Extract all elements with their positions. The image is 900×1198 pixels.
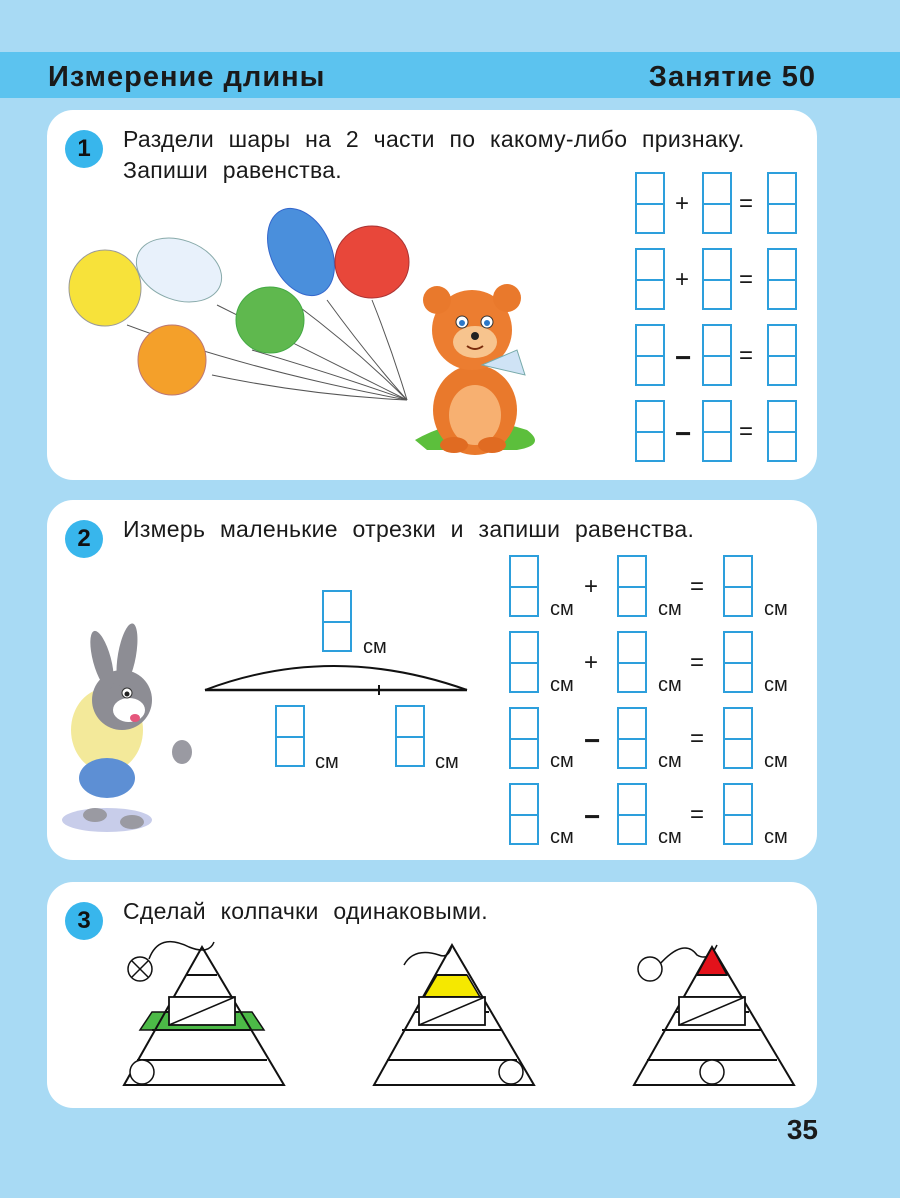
- task-2-card: [47, 500, 817, 860]
- answer-box-total[interactable]: [322, 590, 352, 652]
- answer-box[interactable]: [702, 324, 732, 386]
- unit-label: см: [550, 674, 574, 696]
- task-1-text: Раздели шары на 2 части по какому-либо признаку. Запиши равенства.: [123, 126, 745, 183]
- answer-box[interactable]: [617, 631, 647, 693]
- answer-box[interactable]: [723, 555, 753, 617]
- operator-sign: −: [675, 418, 692, 449]
- lesson-label: Занятие 50: [648, 61, 816, 93]
- unit-label: см: [550, 826, 574, 848]
- task-3-text: Сделай колпачки одинаковыми.: [123, 898, 488, 924]
- operator-sign: +: [675, 266, 690, 293]
- section-title: Измерение длины: [48, 61, 326, 93]
- operator-sign: +: [675, 190, 690, 217]
- unit-label: см: [658, 826, 682, 848]
- operator-sign: +: [584, 649, 599, 676]
- equals-sign: =: [690, 725, 705, 752]
- unit-label: см: [435, 751, 459, 773]
- unit-label: см: [764, 598, 788, 620]
- answer-box-segment-1[interactable]: [275, 705, 305, 767]
- unit-label: см: [658, 674, 682, 696]
- answer-box-segment-2[interactable]: [395, 705, 425, 767]
- answer-box[interactable]: [617, 555, 647, 617]
- answer-box[interactable]: [702, 400, 732, 462]
- equals-sign: =: [690, 801, 705, 828]
- unit-label: см: [315, 751, 339, 773]
- cap-2: [369, 937, 544, 1097]
- answer-box[interactable]: [767, 324, 797, 386]
- answer-box[interactable]: [509, 631, 539, 693]
- answer-box[interactable]: [635, 324, 665, 386]
- equals-sign: =: [690, 649, 705, 676]
- task-3-card: [47, 882, 817, 1108]
- segment-diagram: [197, 650, 477, 700]
- page-number: 35: [786, 1114, 818, 1145]
- answer-box[interactable]: [509, 783, 539, 845]
- equals-sign: =: [739, 266, 754, 293]
- unit-label: см: [764, 750, 788, 772]
- answer-box[interactable]: [635, 248, 665, 310]
- answer-box[interactable]: [509, 555, 539, 617]
- task-2-text: Измерь маленькие отрезки и запиши равенства.: [123, 516, 695, 542]
- answer-box[interactable]: [767, 248, 797, 310]
- answer-box[interactable]: [702, 248, 732, 310]
- unit-label: см: [764, 674, 788, 696]
- equals-sign: =: [690, 573, 705, 600]
- task-1-number: 1: [65, 130, 103, 168]
- answer-box[interactable]: [635, 172, 665, 234]
- equals-sign: =: [739, 418, 754, 445]
- unit-label: см: [658, 598, 682, 620]
- answer-box[interactable]: [723, 631, 753, 693]
- balloons-bear-illustration: [47, 110, 607, 480]
- answer-box[interactable]: [767, 172, 797, 234]
- answer-box[interactable]: [723, 707, 753, 769]
- cap-1: [119, 937, 294, 1097]
- answer-box[interactable]: [635, 400, 665, 462]
- equals-sign: =: [739, 190, 754, 217]
- operator-sign: +: [584, 573, 599, 600]
- answer-box[interactable]: [702, 172, 732, 234]
- answer-box[interactable]: [617, 707, 647, 769]
- operator-sign: −: [584, 801, 601, 832]
- task-1-card: [47, 110, 817, 480]
- unit-label: см: [658, 750, 682, 772]
- unit-label: см: [550, 598, 574, 620]
- answer-box[interactable]: [509, 707, 539, 769]
- operator-sign: −: [584, 725, 601, 756]
- unit-label: см: [764, 826, 788, 848]
- task-3-number: 3: [65, 902, 103, 940]
- task-2-number: 2: [65, 520, 103, 558]
- operator-sign: −: [675, 342, 692, 373]
- rabbit-illustration: [47, 500, 207, 860]
- answer-box[interactable]: [617, 783, 647, 845]
- answer-box[interactable]: [723, 783, 753, 845]
- unit-label: см: [363, 636, 387, 658]
- cap-3: [629, 937, 804, 1097]
- equals-sign: =: [739, 342, 754, 369]
- unit-label: см: [550, 750, 574, 772]
- answer-box[interactable]: [767, 400, 797, 462]
